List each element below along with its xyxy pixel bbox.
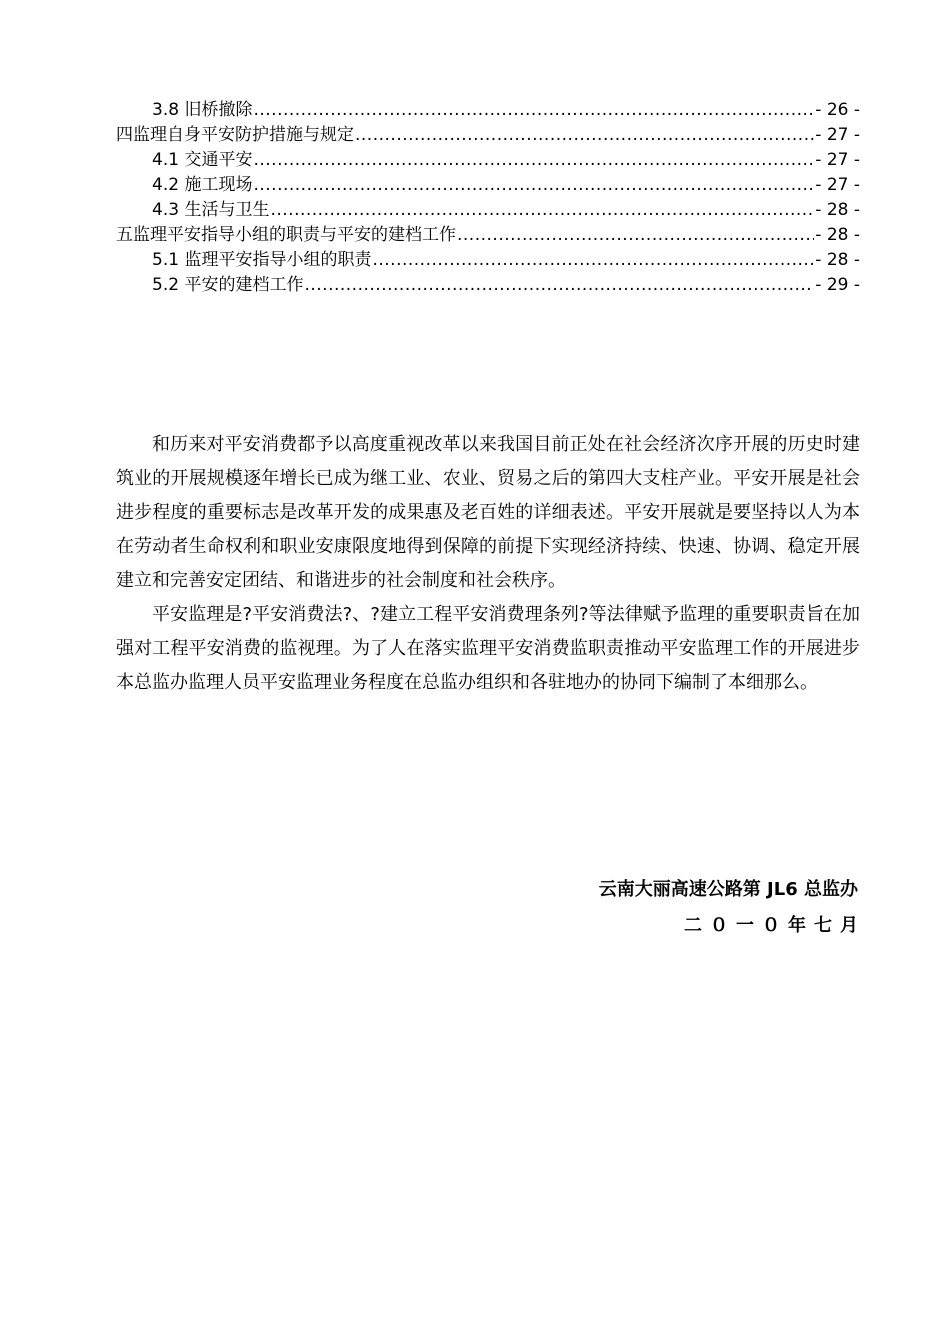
table-of-contents [116,98,860,298]
toc-entry-page: - 27 - [815,150,860,170]
toc-entry-page: - 29 - [815,275,860,295]
toc-dot-leader [304,273,814,298]
toc-entry[interactable] [116,248,860,273]
toc-entry-label: 5.2 平安的建档工作 [152,275,304,295]
toc-entry-label: 4.3 生活与卫生 [152,200,270,220]
signature-block [598,872,866,944]
signature-organization: 云南大丽高速公路第 JL6 总监办 [598,879,858,900]
toc-dot-leader [253,173,814,198]
toc-entry[interactable] [116,98,860,123]
toc-entry-page: - 26 - [815,100,860,120]
toc-entry[interactable] [116,123,860,148]
toc-entry-label: 四监理自身平安防护措施与规定 [116,125,354,145]
toc-entry-page: - 27 - [815,125,860,145]
toc-dot-leader [372,248,814,273]
preface-body [116,428,860,700]
toc-entry-page: - 28 - [815,200,860,220]
toc-entry-label: 4.1 交通平安 [152,150,253,170]
toc-entry-label: 3.8 旧桥撤除 [152,100,253,120]
toc-entry-page: - 28 - [815,250,860,270]
toc-dot-leader [457,223,814,248]
body-paragraph: 和历来对平安消费都予以高度重视改革以来我国目前正处在社会经济次序开展的历史时建筑业的开展规模逐年增长已成为继工业、农业、贸易之后的第四大支柱产业。平安开展是社会进步程度的重要标志是改革开发的成果惠及老百姓的详细表述。平安开展就是要坚持以人为本在劳动者生命权利和职业安康限度地得到保障的前提下实现经济持续、快速、协调、稳定开展建立和完善安定团结、和谐进步的社会制度和社会秩序。 [116,434,860,591]
toc-entry-label: 5.1 监理平安指导小组的职责 [152,250,372,270]
toc-entry-page: - 27 - [815,175,860,195]
signature-date: 二０一０年七月 [684,915,866,936]
toc-entry[interactable] [116,173,860,198]
toc-entry-label: 五监理平安指导小组的职责与平安的建档工作 [116,225,456,245]
toc-entry[interactable] [116,273,860,298]
body-paragraph: 平安监理是?平安消费法?、?建立工程平安消费理条列?等法律赋予监理的重要职责旨在加强对工程平安消费的监视理。为了人在落实监理平安消费监职责推动平安监理工作的开展进步本总监办监理人员平安监理业务程度在总监办组织和各驻地办的协同下编制了本细那么。 [116,604,860,693]
toc-dot-leader [253,98,814,123]
toc-dot-leader [270,198,814,223]
toc-dot-leader [253,148,814,173]
toc-entry[interactable] [116,148,860,173]
toc-entry-label: 4.2 施工现场 [152,175,253,195]
toc-entry[interactable] [116,223,860,248]
toc-entry[interactable] [116,198,860,223]
toc-entry-page: - 28 - [815,225,860,245]
toc-dot-leader [355,123,814,148]
